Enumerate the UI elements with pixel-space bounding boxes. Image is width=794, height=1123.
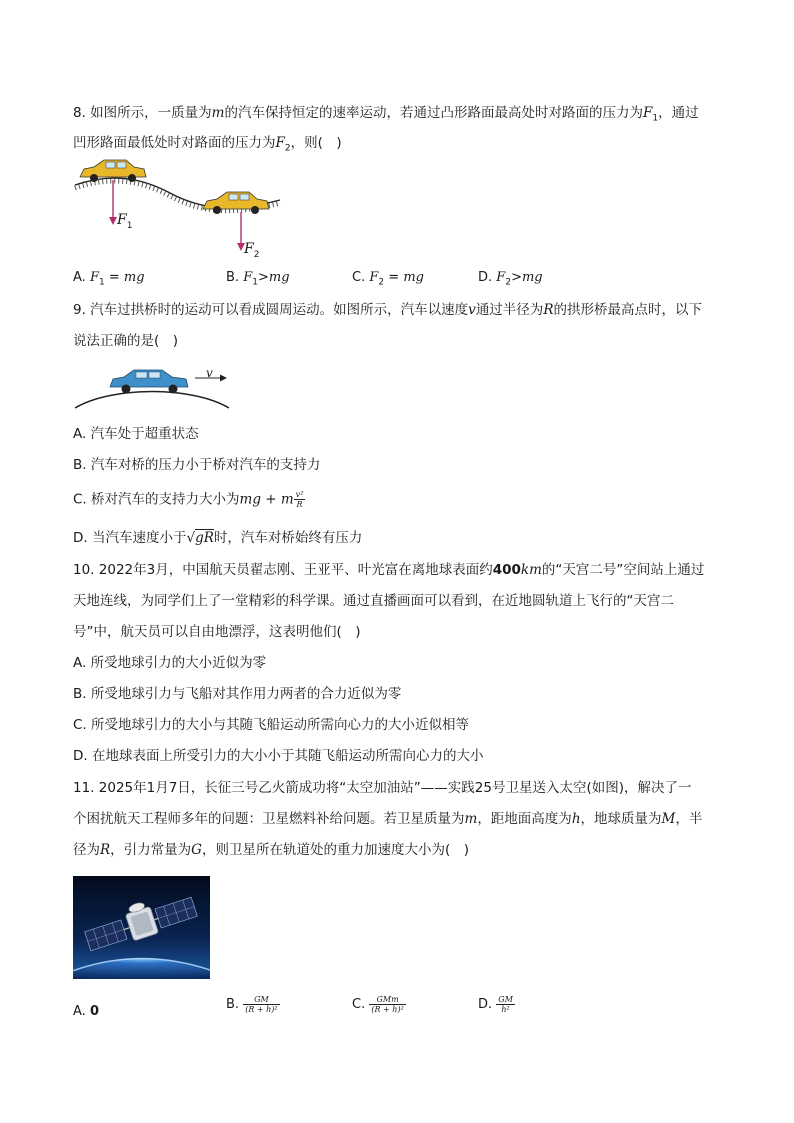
q9-option-d[interactable]: D. 当汽车速度小于√gR时，汽车对桥始终有压力: [73, 530, 363, 546]
q8-option-a[interactable]: A. $F_1$ = mg: [73, 270, 145, 288]
q11-option-a[interactable]: A. 0: [73, 1004, 99, 1019]
q9-option-c-fraction: $\frac{\text{v²}}{R}$: [295, 490, 304, 509]
q10-stem-line1: 10. 2022年3月，中国航天员翟志刚、王亚平、叶光富在离地球表面约400km的“天宫二号”空间站上通过: [73, 562, 705, 578]
satellite-photo: [73, 876, 210, 979]
q11-option-c[interactable]: C. $\frac{\text{GMm}}{\text{(R + h)²}}$: [352, 995, 404, 1014]
car-in-dip-icon: [203, 192, 269, 214]
q8-stem-line2: 凹形路面最低处时对路面的压力为$F_2$，则( ): [73, 135, 342, 154]
q10-stem-line2: 天地连线，为同学们上了一堂精彩的科学课。通过直播画面可以看到，在近地圆轨道上飞行的“天宫二: [73, 593, 674, 609]
sqrt-symbol: √: [186, 530, 196, 546]
q11-option-d-fraction: $\frac{GM}{\text{h²}}$: [498, 995, 513, 1014]
force-arrow-f1-icon: [109, 180, 117, 225]
q8-option-d[interactable]: D. $F_2>mg$: [478, 270, 543, 288]
q10-option-b[interactable]: B. 所受地球引力与飞船对其作用力两者的合力近似为零: [73, 686, 402, 702]
q11-option-b[interactable]: B. $\frac{GM}{\text{(R + h)²}}$: [226, 995, 278, 1014]
q8-option-c[interactable]: C. $F_2$ = mg: [352, 270, 424, 288]
q9-fig-label-v: v: [206, 366, 213, 380]
q11-option-c-fraction: $\frac{\text{GMm}}{\text{(R + h)²}}$: [371, 995, 404, 1014]
q11-stem-line1: 11. 2025年1月7日，长征三号乙火箭成功将“太空加油站”——实践25号卫星送入太空(如图)，解决了一: [73, 780, 692, 796]
q11-option-b-fraction: $\frac{GM}{\text{(R + h)²}}$: [245, 995, 278, 1014]
q10-option-d[interactable]: D. 在地球表面上所受引力的大小小于其随飞船运动所需向心力的大小: [73, 748, 484, 764]
q9-stem-line1: 9. 汽车过拱桥时的运动可以看成圆周运动。如图所示，汽车以速度v通过半径为R的拱形桥最高点时，以下: [73, 302, 702, 318]
q9-option-a[interactable]: A. 汽车处于超重状态: [73, 426, 199, 442]
q11-stem-line2: 个困扰航天工程师多年的问题：卫星燃料补给问题。若卫星质量为m，距地面高度为h，地球质量为M，半: [73, 811, 703, 827]
q9-option-c[interactable]: C. 桥对汽车的支持力大小为mg + m $\frac{\text{v²}}{R}$: [73, 490, 304, 509]
q8-fig-label-f2: $F_2$: [244, 241, 260, 260]
q8-option-b[interactable]: B. $F_1>mg$: [226, 270, 290, 288]
q10-option-c[interactable]: C. 所受地球引力的大小与其随飞船运动所需向心力的大小近似相等: [73, 717, 470, 733]
q10-stem-line3: 号”中，航天员可以自由地漂浮，这表明他们( ): [73, 624, 361, 640]
q8-fig-label-f1: $F_1$: [117, 212, 133, 231]
q10-option-a[interactable]: A. 所受地球引力的大小近似为零: [73, 655, 267, 671]
car-on-bridge-icon: [110, 370, 188, 394]
q8-stem-line1: 8. 如图所示，一质量为m的汽车保持恒定的速率运动，若通过凸形路面最高处时对路面的压力为$F_1$，通过: [73, 105, 699, 124]
q9-stem-line2: 说法正确的是( ): [73, 333, 179, 349]
q9-option-b[interactable]: B. 汽车对桥的压力小于桥对汽车的支持力: [73, 457, 321, 473]
q11-stem-line3: 径为R，引力常量为G，则卫星所在轨道处的重力加速度大小为( ): [73, 842, 470, 858]
q11-option-d[interactable]: D. $\frac{GM}{\text{h²}}$: [478, 995, 513, 1014]
